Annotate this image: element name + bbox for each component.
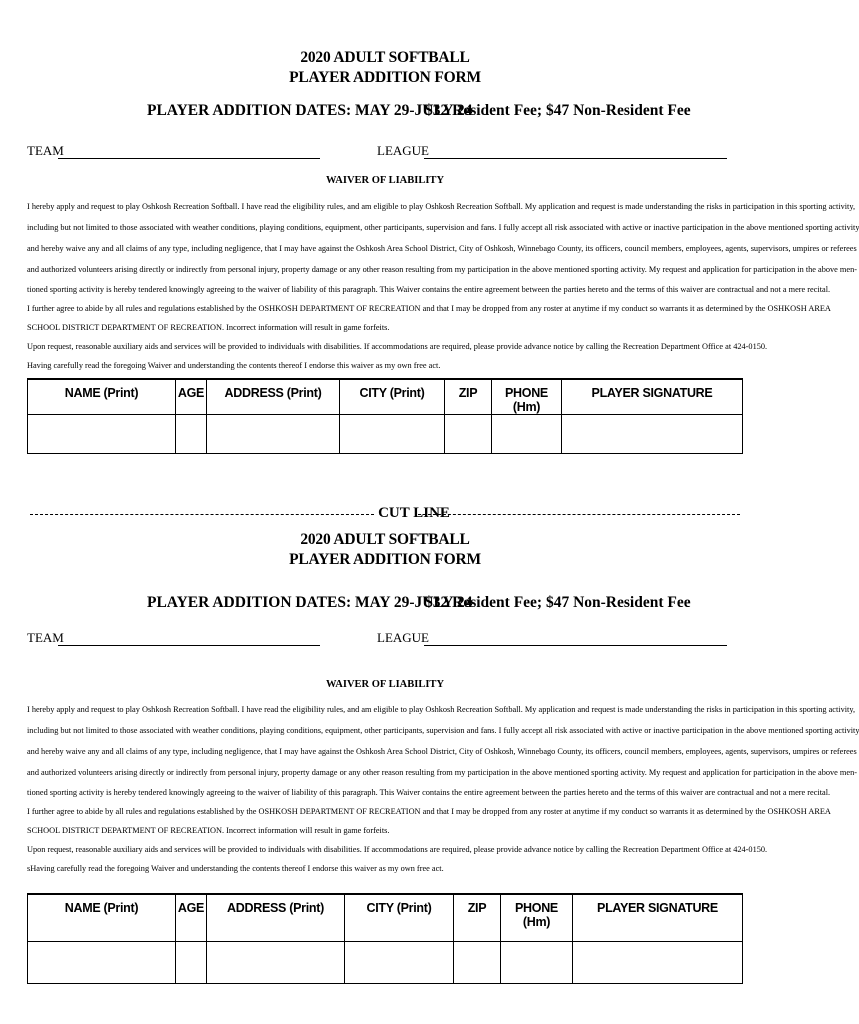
waiver-line: and authorized volunteers arising directly or indirectly from personal injury, property damage or any other reason resulting from my participation in the above mentioned sporting activity. My request and application for participation in the above men- [27, 265, 857, 274]
waiver-line: and hereby waive any and all claims of any type, including negligence, that I may have against the Oshkosh Area School District, City of Oshkosh, Winnebago County, its officers, council members, employees, agents, supervisors, umpires or referees [27, 747, 857, 756]
waiver-line: I further agree to abide by all rules and regulations established by the OSHKOSH DEPARTMENT OF RECREATION and that I may be dropped from any roster at anytime if my conduct so warrants it as determined by the OSHKOSH AREA [27, 304, 831, 313]
zip-cell[interactable] [445, 415, 492, 454]
col-age-header: AGE [176, 894, 207, 941]
league-label: LEAGUE [377, 143, 429, 158]
cut-dash-right [418, 514, 740, 515]
team-league-row [0, 630, 770, 648]
league-field[interactable] [424, 158, 727, 159]
waiver-line: including but not limited to those associated with weather conditions, playing conditions, equipment, other participants, supervision and fans. I fully accept all risk associated with active or inactive participation in the above mentioned sporting activity [27, 223, 859, 232]
player-table [27, 893, 743, 984]
addition-dates: PLAYER ADDITION DATES: MAY 29-JULY 24 [147, 102, 473, 119]
team-label: TEAM [27, 630, 64, 645]
waiver-line: Upon request, reasonable auxiliary aids and services will be provided to individuals with disabilities. If accommodations are required, please provide advance notice by calling the Recreation Department Office at 424-0150. [27, 342, 768, 351]
player-table [27, 378, 743, 454]
col-city-header: CITY (Print) [345, 894, 454, 941]
waiver-line: SCHOOL DISTRICT DEPARTMENT OF RECREATION. Incorrect information will result in game forfeits. [27, 826, 390, 835]
form-title-line1: 2020 ADULT SOFTBALL [300, 49, 470, 66]
waiver-line: SCHOOL DISTRICT DEPARTMENT OF RECREATION. Incorrect information will result in game forfeits. [27, 323, 390, 332]
age-cell[interactable] [176, 941, 207, 983]
zip-cell[interactable] [454, 941, 501, 983]
age-cell[interactable] [176, 415, 207, 454]
waiver-title: WAIVER OF LIABILITY [325, 175, 445, 186]
form-title-line1: 2020 ADULT SOFTBALL [300, 531, 470, 548]
team-league-row [0, 143, 770, 161]
waiver-line: I further agree to abide by all rules and regulations established by the OSHKOSH DEPARTMENT OF RECREATION and that I may be dropped from any roster at anytime if my conduct so warrants it as determined by the OSHKOSH AREA [27, 807, 831, 816]
table-header-row [28, 379, 743, 415]
waiver-line: Having carefully read the foregoing Waiver and understanding the contents thereof I endorse this waiver as my own free act. [27, 361, 441, 370]
col-age-header: AGE [176, 379, 207, 415]
waiver-line: Upon request, reasonable auxiliary aids and services will be provided to individuals with disabilities. If accommodations are required, please provide advance notice by calling the Recreation Department Office at 424-0150. [27, 845, 768, 854]
col-address-header: ADDRESS (Print) [207, 894, 345, 941]
cut-line-label: CUT LINE [378, 505, 450, 521]
address-cell[interactable] [207, 941, 345, 983]
name-cell[interactable] [28, 415, 176, 454]
waiver-text [27, 699, 859, 878]
league-field[interactable] [424, 645, 727, 646]
form-title-line2: PLAYER ADDITION FORM [289, 69, 481, 86]
col-phone-header: PHONE (Hm) [492, 379, 562, 415]
waiver-line: I hereby apply and request to play Oshkosh Recreation Softball. I have read the eligibility rules, and am eligible to play Oshkosh Recreation Softball. My application and request is made understanding the risks in participation in this sporting activity, [27, 202, 856, 211]
city-cell[interactable] [340, 415, 445, 454]
waiver-line: and authorized volunteers arising directly or indirectly from personal injury, property damage or any other reason resulting from my participation in the above mentioned sporting activity. My request and application for participation in the above men- [27, 768, 857, 777]
player-addition-form-1 [0, 48, 859, 414]
col-address-header: ADDRESS (Print) [207, 379, 340, 415]
col-name-header: NAME (Print) [28, 894, 176, 941]
col-signature-header: PLAYER SIGNATURE [562, 379, 743, 415]
name-cell[interactable] [28, 941, 176, 983]
cut-dash-left [30, 514, 374, 515]
table-header-row [28, 894, 743, 941]
table-row [28, 415, 743, 454]
phone-cell[interactable] [501, 941, 573, 983]
table-row [28, 941, 743, 983]
waiver-line: and hereby waive any and all claims of any type, including negligence, that I may have against the Oshkosh Area School District, City of Oshkosh, Winnebago County, its officers, council members, employees, agents, supervisors, umpires or referees [27, 244, 857, 253]
fee-text: $32 Resident Fee; $47 Non-Resident Fee [425, 594, 691, 611]
team-field[interactable] [58, 645, 320, 646]
col-zip-header: ZIP [445, 379, 492, 415]
waiver-text [27, 196, 859, 375]
waiver-line: including but not limited to those associated with weather conditions, playing conditions, equipment, other participants, supervision and fans. I fully accept all risk associated with active or inactive participation in the above mentioned sporting activity [27, 726, 859, 735]
league-label: LEAGUE [377, 630, 429, 645]
waiver-line: I hereby apply and request to play Oshkosh Recreation Softball. I have read the eligibility rules, and am eligible to play Oshkosh Recreation Softball. My application and request is made understanding the risks in participation in this sporting activity, [27, 705, 856, 714]
fee-text: $32 Resident Fee; $47 Non-Resident Fee [425, 102, 691, 119]
waiver-line: tioned sporting activity is hereby tendered knowingly agreeing to the waiver of liability of this paragraph. This Waiver contains the entire agreement between the parties hereto and the terms of this waiver are contractual and not a mere recital. [27, 285, 831, 294]
waiver-line: tioned sporting activity is hereby tendered knowingly agreeing to the waiver of liability of this paragraph. This Waiver contains the entire agreement between the parties hereto and the terms of this waiver are contractual and not a mere recital. [27, 788, 831, 797]
phone-cell[interactable] [492, 415, 562, 454]
address-cell[interactable] [207, 415, 340, 454]
col-city-header: CITY (Print) [340, 379, 445, 415]
team-field[interactable] [58, 158, 320, 159]
form-title-line2: PLAYER ADDITION FORM [289, 551, 481, 568]
col-name-header: NAME (Print) [28, 379, 176, 415]
addition-dates: PLAYER ADDITION DATES: MAY 29-JULY 24 [147, 594, 473, 611]
cut-line [30, 505, 742, 525]
player-addition-form-2 [0, 530, 859, 929]
waiver-line: sHaving carefully read the foregoing Waiver and understanding the contents thereof I endorse this waiver as my own free act. [27, 864, 444, 873]
col-phone-header: PHONE (Hm) [501, 894, 573, 941]
col-zip-header: ZIP [454, 894, 501, 941]
waiver-title: WAIVER OF LIABILITY [325, 679, 445, 690]
signature-cell[interactable] [573, 941, 743, 983]
signature-cell[interactable] [562, 415, 743, 454]
city-cell[interactable] [345, 941, 454, 983]
team-label: TEAM [27, 143, 64, 158]
col-signature-header: PLAYER SIGNATURE [573, 894, 743, 941]
